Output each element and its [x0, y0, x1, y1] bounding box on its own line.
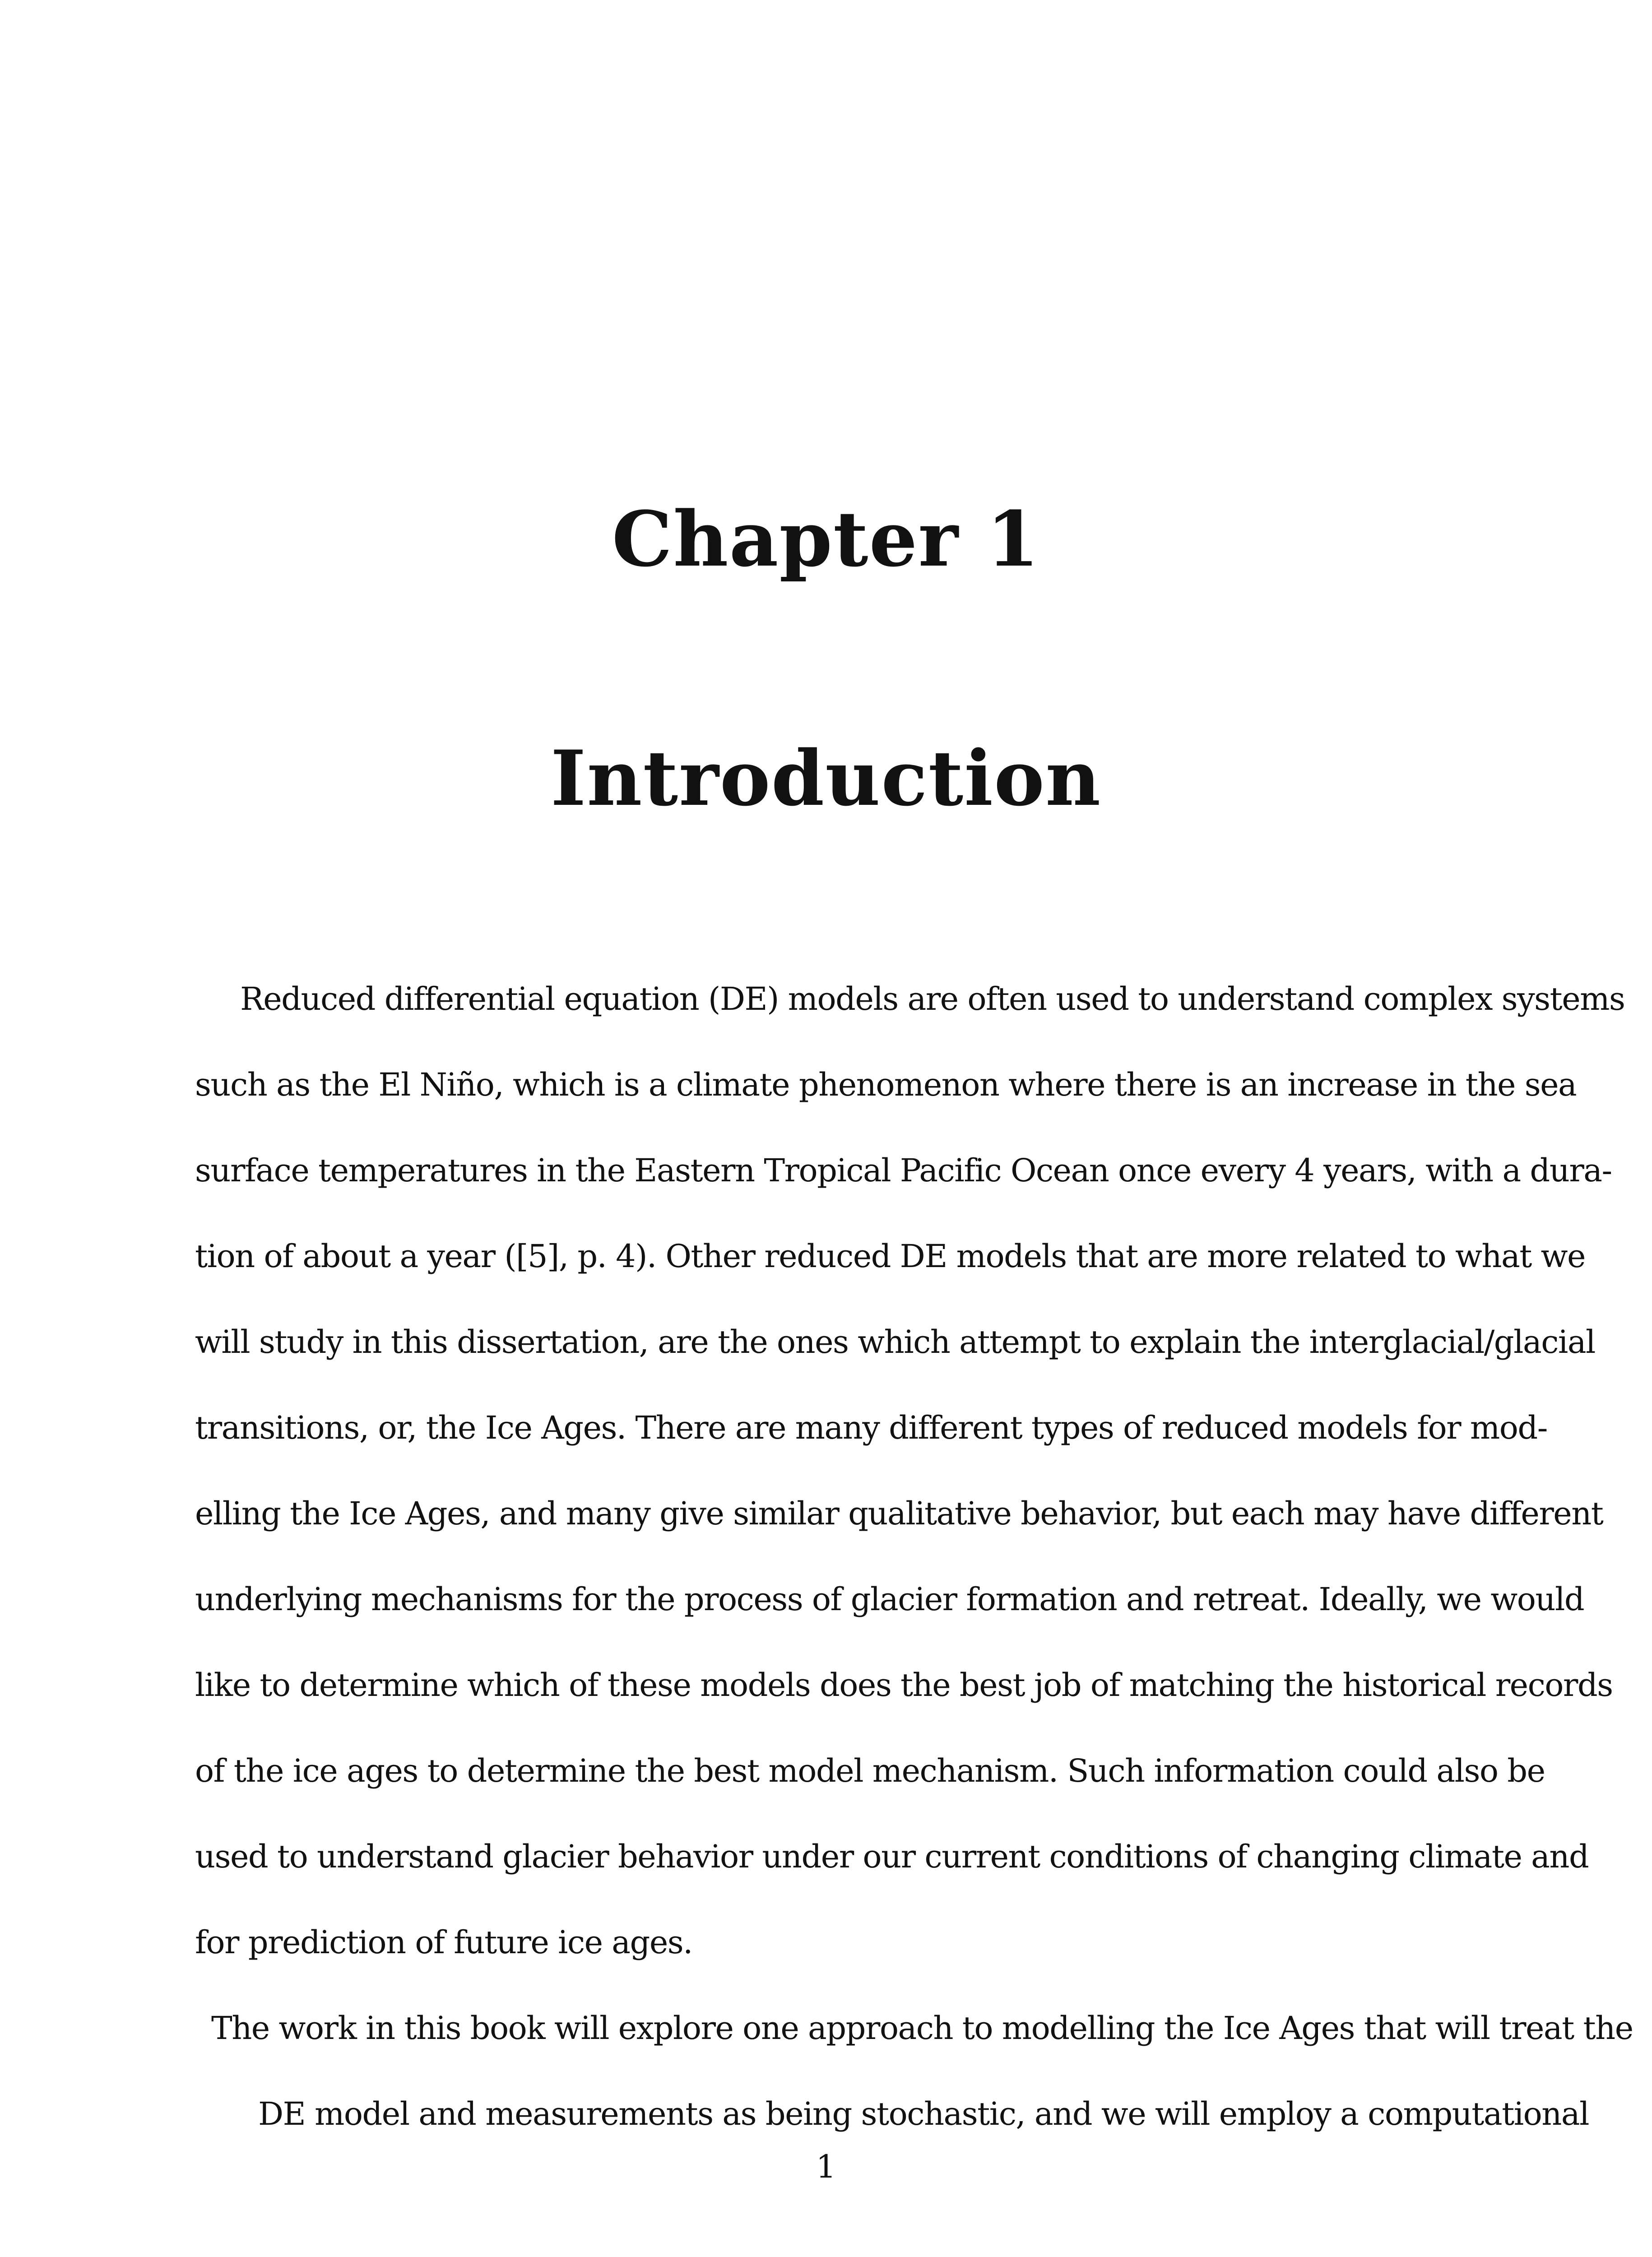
text-line: elling the Ice Ages, and many give similar qualitative behavior, but each may have different: [195, 1495, 1603, 1532]
text-line: The work in this book will explore one approach to modelling the Ice Ages that will treat the: [211, 2010, 1633, 2047]
text-line: of the ice ages to determine the best model mechanism. Such information could also be: [195, 1752, 1545, 1789]
text-line: such as the El Niño, which is a climate phenomenon where there is an increase in the sea: [195, 1066, 1577, 1103]
chapter-title: Introduction: [550, 734, 1102, 823]
text-line: like to determine which of these models does the best job of matching the historical records: [195, 1667, 1613, 1704]
text-line: underlying mechanisms for the process of glacier formation and retreat. Ideally, we would: [195, 1581, 1584, 1618]
text-line: surface temperatures in the Eastern Tropical Pacific Ocean once every 4 years, with a dura-: [195, 1152, 1612, 1189]
text-line: used to understand glacier behavior under our current conditions of changing climate and: [195, 1838, 1589, 1875]
text-line: for prediction of future ice ages.: [195, 1924, 692, 1961]
text-line: tion of about a year ([5], p. 4). Other reduced DE models that are more related to what we: [195, 1238, 1585, 1275]
text-line: Reduced differential equation (DE) models are often used to understand complex systems: [240, 980, 1625, 1017]
text-line: transitions, or, the Ice Ages. There are many different types of reduced models for mod-: [195, 1409, 1547, 1446]
text-line: will study in this dissertation, are the ones which attempt to explain the interglacial/glacial: [195, 1324, 1595, 1361]
text-line: DE model and measurements as being stochastic, and we will employ a computational: [258, 2095, 1589, 2132]
chapter-label: Chapter 1: [612, 494, 1040, 584]
page-number: 1: [816, 2148, 836, 2185]
